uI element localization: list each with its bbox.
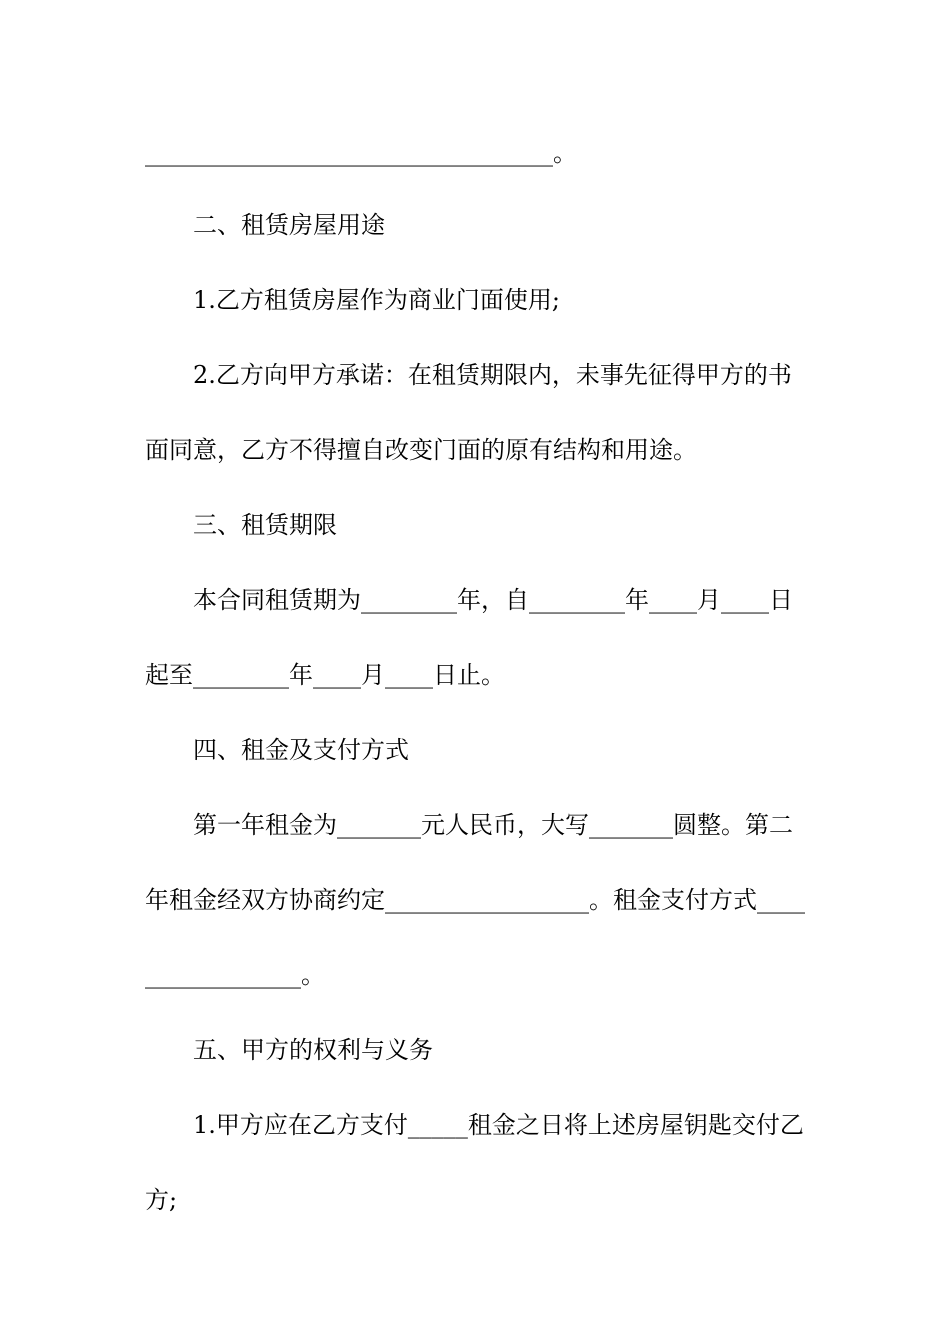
section-heading-5: 五、甲方的权利与义务	[193, 1036, 433, 1064]
section-heading-4: 四、租金及支付方式	[193, 736, 409, 764]
clause-5-1: 1.甲方应在乙方支付_____租金之日将上述房屋钥匙交付乙	[193, 1111, 804, 1139]
blank-line-end: __________________________________。	[145, 139, 577, 167]
rent-clause: 第一年租金为_______元人民币，大写_______圆整。第二	[193, 811, 793, 839]
section-heading-2: 二、租赁房屋用途	[193, 211, 385, 239]
rent-clause-end: _____________。	[145, 961, 325, 989]
clause-2-2-cont: 面同意，乙方不得擅自改变门面的原有结构和用途。	[145, 436, 697, 464]
section-heading-3: 三、租赁期限	[193, 511, 337, 539]
lease-term: 本合同租赁期为________年，自________年____月____日	[193, 586, 793, 614]
clause-2-2: 2.乙方向甲方承诺：在租赁期限内，未事先征得甲方的书	[193, 361, 792, 389]
clause-5-1-cont: 方;	[145, 1186, 178, 1214]
rent-clause-cont: 年租金经双方协商约定_________________。租金支付方式____	[145, 886, 805, 914]
lease-term-cont: 起至________年____月____日止。	[145, 661, 505, 689]
clause-2-1: 1.乙方租赁房屋作为商业门面使用;	[193, 286, 560, 314]
